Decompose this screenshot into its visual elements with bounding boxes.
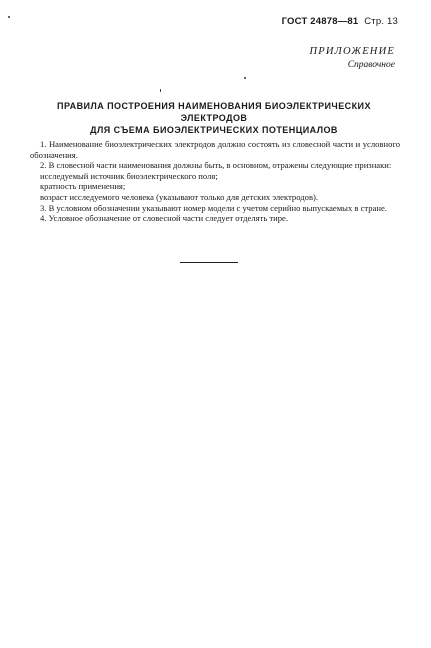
- paragraph-3: 3. В условном обозначении указывают номер модели с учетом серийно выпускаемых в стране.: [40, 202, 387, 213]
- document-title-line-2: ДЛЯ СЪЕМА БИОЭЛЕКТРИЧЕСКИХ ПОТЕНЦИАЛОВ: [90, 125, 338, 135]
- paragraph-2: 2. В словесной части наименования должны быть, в основном, отражены следующие признаки:: [40, 160, 392, 171]
- document-title: [24, 100, 404, 136]
- feature-item-multiplicity: кратность применения;: [40, 181, 126, 192]
- scan-speck: [160, 89, 161, 92]
- page-number: Стр. 13: [364, 16, 398, 27]
- feature-item-age: возраст исследуемого человека (указывают только для детских электродов).: [40, 191, 319, 202]
- document-title-line-1: ПРАВИЛА ПОСТРОЕНИЯ НАИМЕНОВАНИЯ БИОЭЛЕКТРИЧЕСКИХ ЭЛЕКТРОДОВ: [57, 101, 371, 123]
- standard-number: ГОСТ 24878—81: [281, 16, 359, 27]
- page-header: [282, 16, 398, 27]
- document-body: [30, 139, 400, 224]
- paragraph-1: 1. Наименование биоэлектрических электродов должно состоять из словесной части и условного обозначения.: [30, 139, 400, 160]
- appendix-title: ПРИЛОЖЕНИЕ: [309, 46, 395, 57]
- appendix-subtitle: Справочное: [347, 60, 395, 70]
- scan-speck: [244, 77, 246, 79]
- feature-item-source: исследуемый источник биоэлектрического поля;: [40, 170, 218, 181]
- end-divider: [180, 262, 238, 263]
- paragraph-4: 4. Условное обозначение от словесной части следует отделять тире.: [40, 213, 288, 224]
- appendix-label: [310, 45, 396, 72]
- scan-speck: [8, 16, 10, 18]
